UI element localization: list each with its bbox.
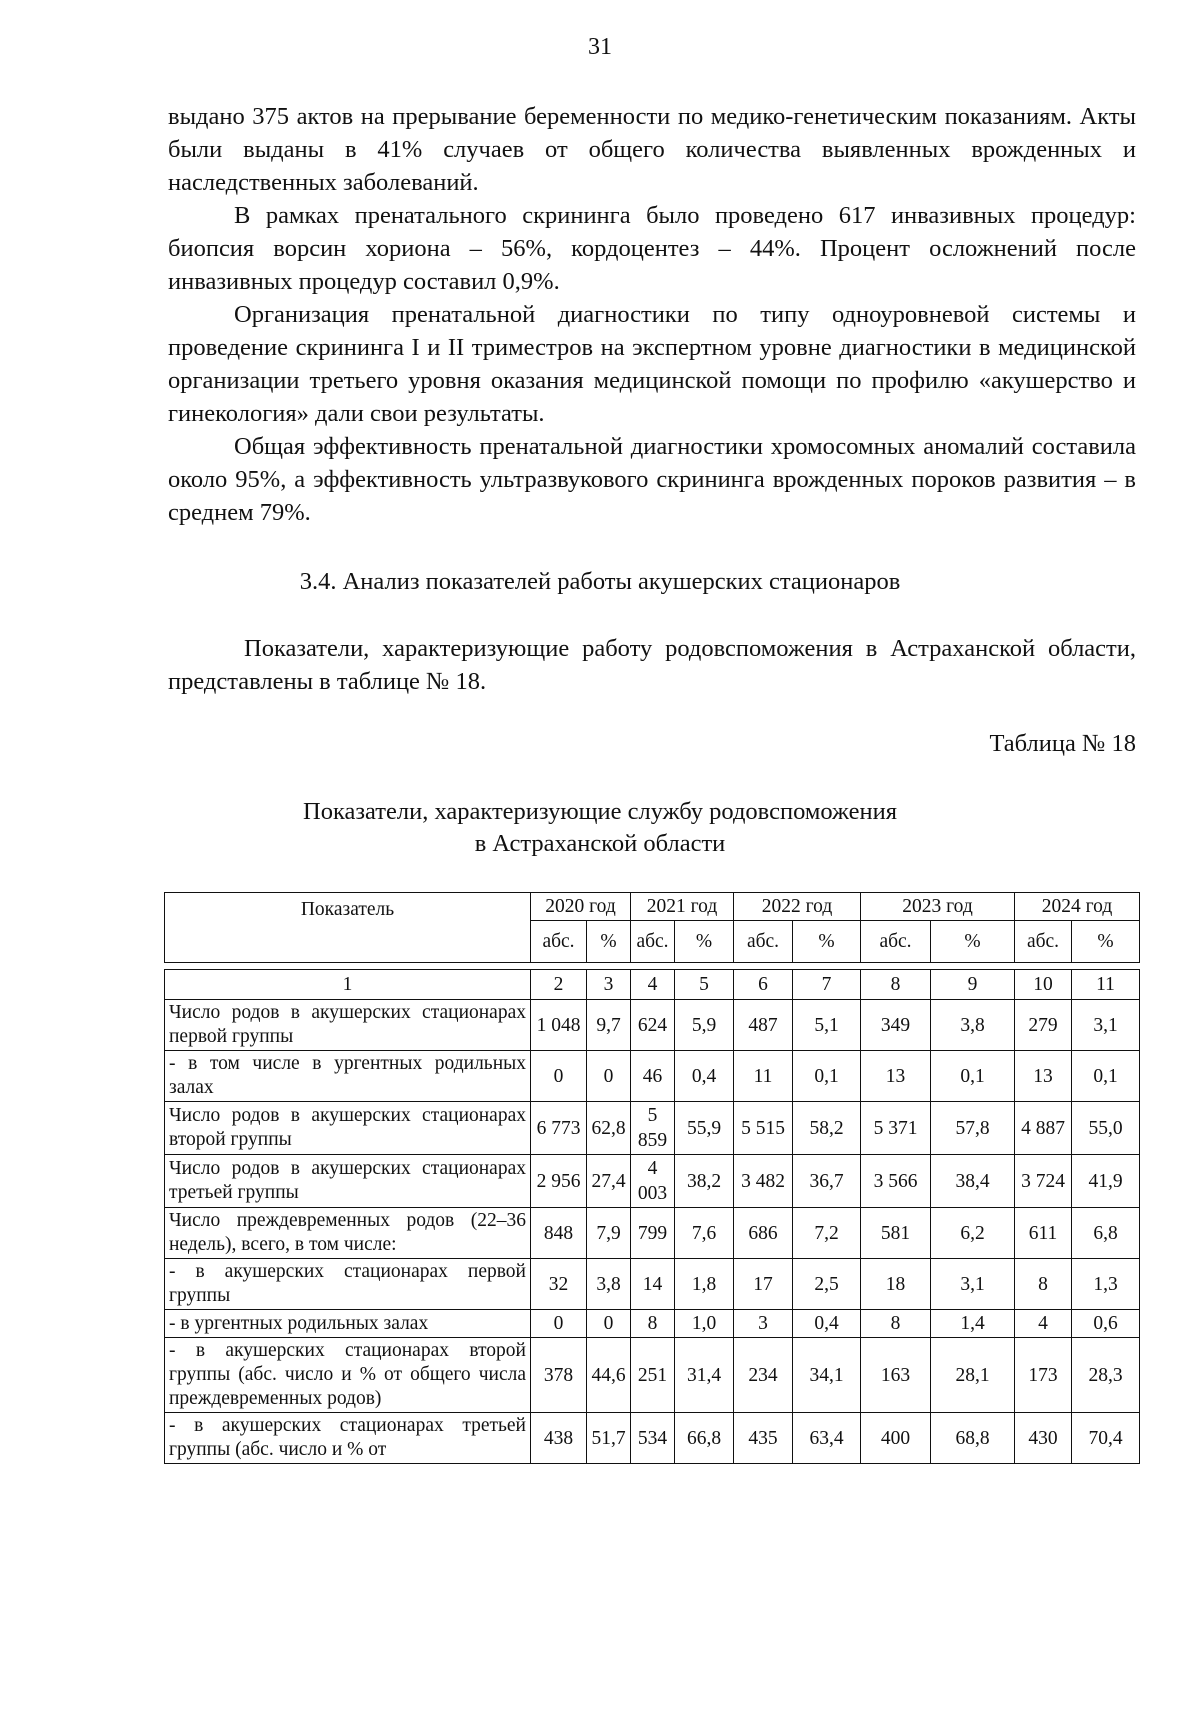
abs-header: абс. [531,921,587,963]
abs-value-cell: 611 [1015,1208,1072,1259]
column-number: 3 [587,970,631,1000]
year-header: 2022 год [734,893,861,921]
abs-value-cell: 251 [631,1338,675,1413]
pct-header: % [1072,921,1140,963]
pct-value-cell: 0 [587,1051,631,1102]
pct-value-cell: 3,1 [931,1259,1015,1310]
abs-value-cell: 438 [531,1413,587,1464]
pct-value-cell: 1,3 [1072,1259,1140,1310]
year-header: 2023 год [861,893,1015,921]
abs-value-cell: 163 [861,1338,931,1413]
table-title-line: в Астраханской области [474,830,726,857]
pct-header: % [931,921,1015,963]
abs-value-cell: 46 [631,1051,675,1102]
pct-header: % [675,921,734,963]
abs-value-cell: 0 [531,1310,587,1338]
pct-value-cell: 5,1 [793,1000,861,1051]
row-label: Число преждевременных родов (22–36 недель), всего, в том числе: [165,1208,531,1259]
abs-value-cell: 624 [631,1000,675,1051]
abs-value-cell: 534 [631,1413,675,1464]
pct-header: % [587,921,631,963]
column-number: 1 [165,970,531,1000]
pct-value-cell: 5,9 [675,1000,734,1051]
row-label: - в акушерских стационарах второй группы (абс. число и % от общего числа преждевременных родов) [165,1338,531,1413]
pct-value-cell: 0,4 [675,1051,734,1102]
pct-value-cell: 41,9 [1072,1155,1140,1208]
table-title [0,796,1200,860]
year-header: 2024 год [1015,893,1140,921]
pct-value-cell: 51,7 [587,1413,631,1464]
pct-value-cell: 58,2 [793,1102,861,1155]
row-label: - в акушерских стационарах третьей группы (абс. число и % от [165,1413,531,1464]
pct-value-cell: 7,2 [793,1208,861,1259]
column-number: 8 [861,970,931,1000]
pct-value-cell: 62,8 [587,1102,631,1155]
abs-value-cell: 4 003 [631,1155,675,1208]
abs-value-cell: 8 [861,1310,931,1338]
pct-value-cell: 7,9 [587,1208,631,1259]
abs-header: абс. [734,921,793,963]
abs-value-cell: 378 [531,1338,587,1413]
abs-value-cell: 17 [734,1259,793,1310]
body-text [168,100,1136,529]
abs-value-cell: 5 515 [734,1102,793,1155]
abs-value-cell: 435 [734,1413,793,1464]
pct-value-cell: 0,1 [1072,1051,1140,1102]
table-row [165,1051,1140,1102]
abs-value-cell: 799 [631,1208,675,1259]
pct-value-cell: 38,4 [931,1155,1015,1208]
pct-value-cell: 3,8 [931,1000,1015,1051]
abs-value-cell: 4 [1015,1310,1072,1338]
pct-header: % [793,921,861,963]
paragraph: Общая эффективность пренатальной диагностики хромосомных аномалий составила около 95%, а эффективность ультразвукового скрининга врожденных пороков развития – в среднем 79%. [168,433,1136,526]
column-number: 5 [675,970,734,1000]
abs-value-cell: 2 956 [531,1155,587,1208]
abs-value-cell: 581 [861,1208,931,1259]
pct-value-cell: 1,4 [931,1310,1015,1338]
pct-value-cell: 36,7 [793,1155,861,1208]
column-number: 7 [793,970,861,1000]
column-number: 9 [931,970,1015,1000]
abs-value-cell: 13 [861,1051,931,1102]
pct-value-cell: 0,1 [793,1051,861,1102]
paragraph: Организация пренатальной диагностики по типу одноуровневой системы и проведение скрининга I и II триместров на экспертном уровне диагностики в медицинской организации третьего уровня оказания медицинской помощи по профилю «акушерство и гинекология» дали свои результаты. [168,301,1136,427]
table-row [165,1102,1140,1155]
column-number: 2 [531,970,587,1000]
abs-header: абс. [1015,921,1072,963]
abs-header: абс. [861,921,931,963]
abs-value-cell: 8 [631,1310,675,1338]
pct-value-cell: 0,4 [793,1310,861,1338]
abs-value-cell: 5 371 [861,1102,931,1155]
intro-paragraph: Показатели, характеризующие работу родовспоможения в Астраханской области, представлены в таблице № 18. [168,635,1136,695]
abs-value-cell: 18 [861,1259,931,1310]
row-label: Число родов в акушерских стационарах первой группы [165,1000,531,1051]
row-label: Число родов в акушерских стационарах второй группы [165,1102,531,1155]
pct-value-cell: 31,4 [675,1338,734,1413]
abs-value-cell: 14 [631,1259,675,1310]
pct-value-cell: 1,0 [675,1310,734,1338]
table-row [165,1338,1140,1413]
abs-value-cell: 234 [734,1338,793,1413]
abs-value-cell: 0 [531,1051,587,1102]
section-title: 3.4. Анализ показателей работы акушерских стационаров [299,568,901,595]
row-label: - в акушерских стационарах первой группы [165,1259,531,1310]
table-title-line: Показатели, характеризующие службу родовспоможения [303,798,897,825]
abs-value-cell: 349 [861,1000,931,1051]
table-label: Таблица № 18 [989,730,1136,757]
pct-value-cell: 44,6 [587,1338,631,1413]
pct-value-cell: 0,1 [931,1051,1015,1102]
abs-value-cell: 3 724 [1015,1155,1072,1208]
page-number: 31 [588,34,612,60]
abs-header: абс. [631,921,675,963]
indicator-header: Показатель [165,893,531,963]
table-row [165,1155,1140,1208]
row-label: - в ургентных родильных залах [165,1310,531,1338]
column-number: 11 [1072,970,1140,1000]
abs-value-cell: 4 887 [1015,1102,1072,1155]
pct-value-cell: 34,1 [793,1338,861,1413]
abs-value-cell: 279 [1015,1000,1072,1051]
pct-value-cell: 68,8 [931,1413,1015,1464]
pct-value-cell: 6,2 [931,1208,1015,1259]
row-label: - в том числе в ургентных родильных залах [165,1051,531,1102]
year-header: 2020 год [531,893,631,921]
column-number: 4 [631,970,675,1000]
abs-value-cell: 3 [734,1310,793,1338]
abs-value-cell: 848 [531,1208,587,1259]
pct-value-cell: 3,8 [587,1259,631,1310]
pct-value-cell: 38,2 [675,1155,734,1208]
header-row-years [165,893,1140,921]
abs-value-cell: 400 [861,1413,931,1464]
table-row [165,1000,1140,1051]
pct-value-cell: 55,9 [675,1102,734,1155]
abs-value-cell: 3 566 [861,1155,931,1208]
pct-value-cell: 28,3 [1072,1338,1140,1413]
abs-value-cell: 6 773 [531,1102,587,1155]
column-number-row [165,970,1140,1000]
table-row [165,1208,1140,1259]
pct-value-cell: 2,5 [793,1259,861,1310]
abs-value-cell: 11 [734,1051,793,1102]
abs-value-cell: 32 [531,1259,587,1310]
pct-value-cell: 0 [587,1310,631,1338]
pct-value-cell: 27,4 [587,1155,631,1208]
abs-value-cell: 430 [1015,1413,1072,1464]
abs-value-cell: 5 859 [631,1102,675,1155]
table-row [165,1259,1140,1310]
abs-value-cell: 173 [1015,1338,1072,1413]
abs-value-cell: 3 482 [734,1155,793,1208]
abs-value-cell: 8 [1015,1259,1072,1310]
data-table [164,892,1140,1464]
table-row [165,1413,1140,1464]
abs-value-cell: 686 [734,1208,793,1259]
pct-value-cell: 70,4 [1072,1413,1140,1464]
pct-value-cell: 28,1 [931,1338,1015,1413]
row-label: Число родов в акушерских стационарах третьей группы [165,1155,531,1208]
header-gap [165,963,1140,970]
table-row [165,1310,1140,1338]
paragraph: В рамках пренатального скрининга было проведено 617 инвазивных процедур: биопсия ворсин хориона – 56%, кордоцентез – 44%. Процент осложнений после инвазивных процедур составил 0,9%. [168,202,1136,295]
pct-value-cell: 1,8 [675,1259,734,1310]
abs-value-cell: 13 [1015,1051,1072,1102]
abs-value-cell: 487 [734,1000,793,1051]
pct-value-cell: 57,8 [931,1102,1015,1155]
pct-value-cell: 3,1 [1072,1000,1140,1051]
pct-value-cell: 0,6 [1072,1310,1140,1338]
column-number: 10 [1015,970,1072,1000]
abs-value-cell: 1 048 [531,1000,587,1051]
pct-value-cell: 6,8 [1072,1208,1140,1259]
table-body [165,1000,1140,1464]
column-number: 6 [734,970,793,1000]
year-header: 2021 год [631,893,734,921]
pct-value-cell: 66,8 [675,1413,734,1464]
pct-value-cell: 9,7 [587,1000,631,1051]
paragraph: выдано 375 актов на прерывание беременности по медико-генетическим показаниям. Акты были выданы в 41% случаев от общего количества выявленных врожденных и наследственных заболеваний. [168,103,1136,196]
pct-value-cell: 55,0 [1072,1102,1140,1155]
pct-value-cell: 63,4 [793,1413,861,1464]
pct-value-cell: 7,6 [675,1208,734,1259]
